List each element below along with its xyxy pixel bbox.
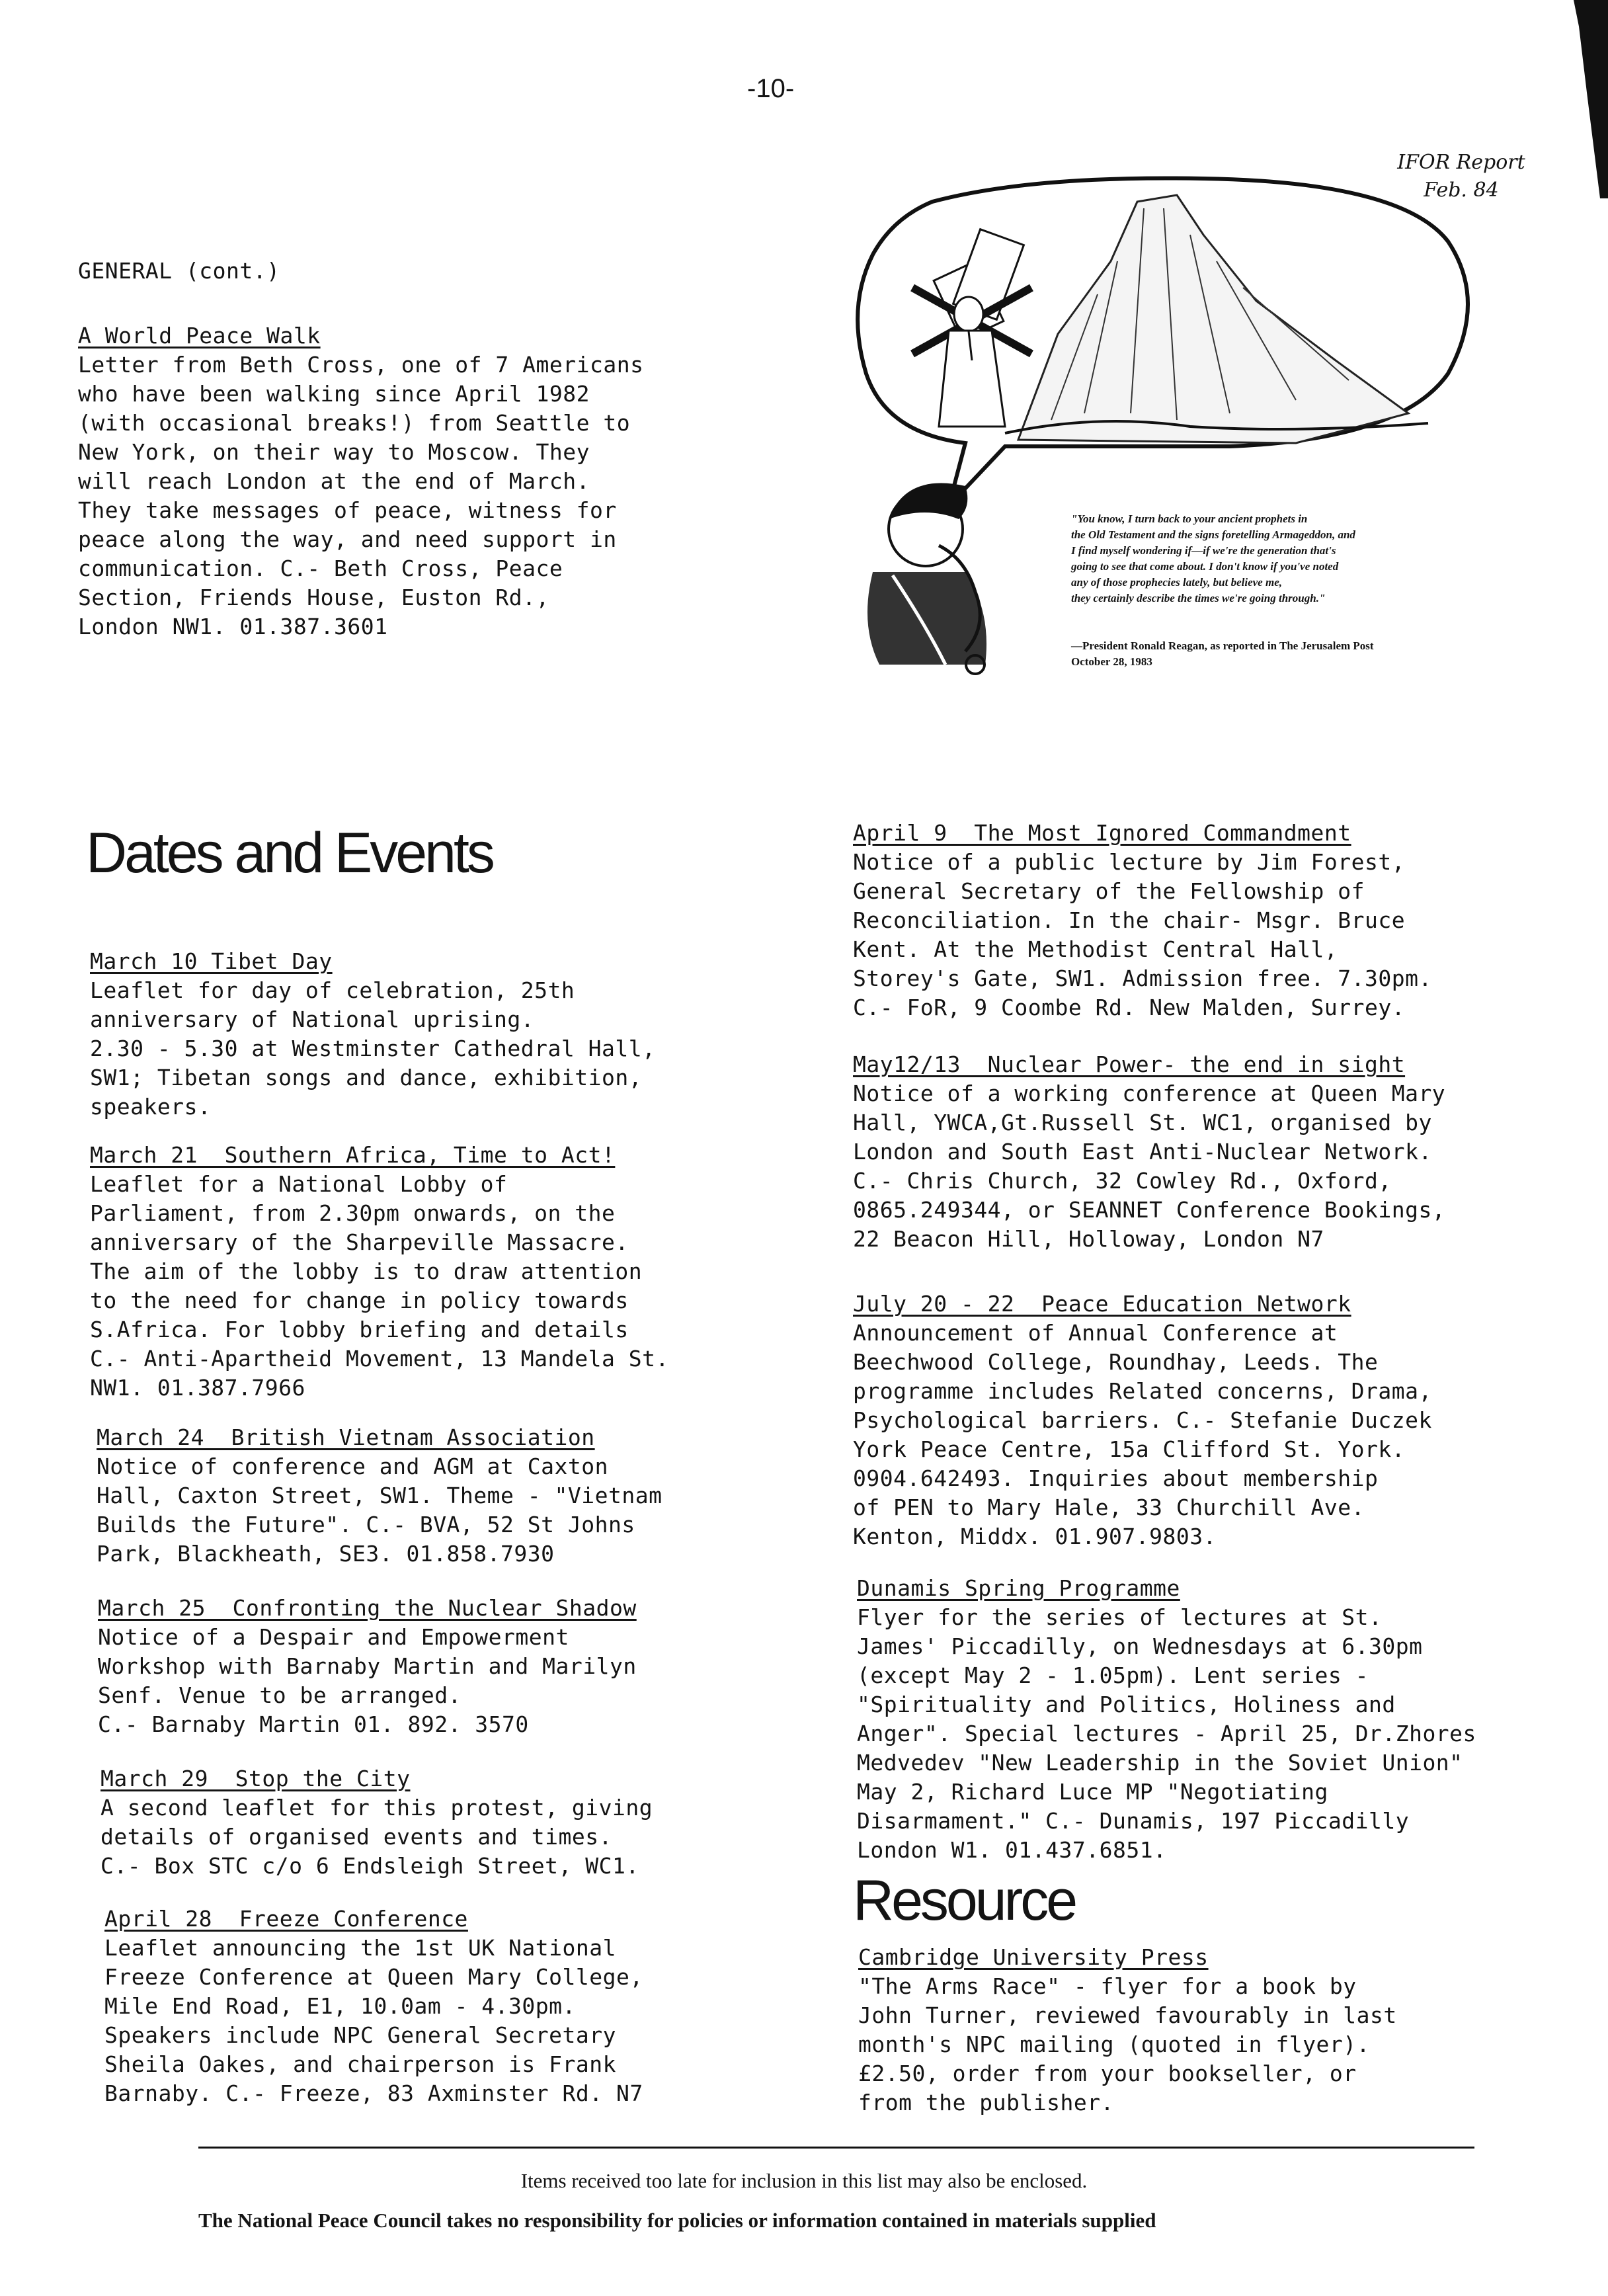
event-body: Notice of a public lecture by Jim Forest, General Secretary of the Fellowship of Reconciliation. In the chair- Msgr. Bruce Kent. At the Methodist Central Hall, Storey's Gate, SW1. Admission free. 7.30pm. C.- FoR, 9 Coombe Rd. New Malden, Surrey. [853, 849, 1432, 1020]
footer-divider [198, 2147, 1474, 2149]
event-heading: March 25 Confronting the Nuclear Shadow [98, 1595, 637, 1621]
event-body: Notice of conference and AGM at Caxton Hall, Caxton Street, SW1. Theme - "Vietnam Builds the Future". C.- BVA, 52 St Johns Park, Blackheath, SE3. 01.858.7930 [97, 1454, 663, 1567]
event-body: Announcement of Annual Conference at Beechwood College, Roundhay, Leeds. The programme includes Related concerns, Drama, Psychological barriers. C.- Stefanie Duczek York Peace Centre, 15a Clifford St. York. 0904.642493. Inquiries about membership of PEN to Mary Hale, 33 Churchill Ave. Kenton, Middx. 01.907.9803. [853, 1320, 1432, 1549]
events-right-4 [857, 1574, 1597, 1865]
event-heading: March 29 Stop the City [100, 1766, 411, 1791]
peace-walk-body: Letter from Beth Cross, one of 7 Americans who have been walking since April 1982 (with occasional breaks!) from Seattle to New York, on their way to Moscow. They will reach London at the end of March. They take messages of peace, witness for peace along the way, and need support in communication. C.- Beth Cross, Peace Section, Friends House, Euston Rd., London NW1. 01.387.3601 [78, 352, 644, 639]
footer-line-2: The National Peace Council takes no responsibility for policies or information contained in materials supplied [198, 2209, 1156, 2232]
cartoon-attribution: —President Ronald Reagan, as reported in The Jerusalem Post October 28, 1983 [1071, 639, 1374, 668]
events-left-1 [90, 947, 817, 1122]
section-label: GENERAL (cont.) [78, 258, 280, 284]
margin-note-line-1: IFOR Report [1397, 151, 1525, 174]
event-body: Leaflet for day of celebration, 25th anniversary of National uprising. 2.30 - 5.30 at Westminster Cathedral Hall, SW1; Tibetan songs and dance, exhibition, speakers. [90, 977, 656, 1120]
event-heading: July 20 - 22 Peace Education Network [853, 1291, 1351, 1317]
events-left-2 [90, 1141, 817, 1403]
peace-walk-heading: A World Peace Walk [78, 323, 321, 348]
events-right-3 [853, 1290, 1593, 1551]
event-heading: March 24 British Vietnam Association [97, 1424, 595, 1450]
event-heading: May12/13 Nuclear Power- the end in sight [853, 1051, 1406, 1077]
resource-body: "The Arms Race" - flyer for a book by John Turner, reviewed favourably in last month's NPC mailing (quoted in flyer). £2.50, order from your bookseller, or from the publisher. [858, 1973, 1397, 2115]
cartoon-drawing [833, 162, 1547, 718]
cartoon-illustration [833, 162, 1547, 718]
footer-line-1: Items received too late for inclusion in this list may also be enclosed. [520, 2169, 1088, 2192]
event-heading: April 9 The Most Ignored Commandment [853, 820, 1351, 846]
peace-walk-article [78, 321, 713, 641]
resource-title: Resource [853, 1869, 1076, 1932]
events-left-4 [98, 1594, 825, 1739]
binding-edge [1574, 0, 1608, 198]
dates-events-title: Dates and Events [86, 821, 493, 885]
events-right-2 [853, 1050, 1593, 1254]
event-body: A second leaflet for this protest, giving details of organised events and times. C.- Box STC c/o 6 Endsleigh Street, WC1. [100, 1795, 653, 1879]
resource-article [858, 1943, 1599, 2117]
resource-heading: Cambridge University Press [858, 1944, 1209, 1970]
events-left-5 [100, 1764, 828, 1881]
event-body: Notice of a Despair and Empowerment Workshop with Barnaby Martin and Marilyn Senf. Venue to be arranged. C.- Barnaby Martin 01. 892. 3570 [98, 1624, 637, 1737]
event-heading: March 21 Southern Africa, Time to Act! [90, 1142, 616, 1168]
cartoon-quote: "You know, I turn back to your ancient prophets in the Old Testament and the signs foretelling Armageddon, and I find myself wondering if—if we're the generation that's going to see that come about. I don't know if you've noted any of those prophecies lately, but believe me, they certainly describe the times we're going through." [1071, 512, 1355, 604]
events-left-3 [97, 1423, 824, 1569]
page-number: -10- [747, 74, 795, 103]
margin-note-line-2: Feb. 84 [1424, 179, 1499, 202]
event-heading: April 28 Freeze Conference [104, 1906, 468, 1932]
event-body: Leaflet for a National Lobby of Parliament, from 2.30pm onwards, on the anniversary of the Sharpeville Massacre. The aim of the lobby is to draw attention to the need for change in policy towards S.Africa. For lobby briefing and details C.- Anti-Apartheid Movement, 13 Mandela St. NW1. 01.387.7966 [90, 1171, 669, 1401]
event-body: Flyer for the series of lectures at St. James' Piccadilly, on Wednesdays at 6.30pm (except May 2 - 1.05pm). Lent series - "Spirituality and Politics, Holiness and Anger". Special lectures - April 25, Dr.Zhores Medvedev "New Leadership in the Soviet Union" May 2, Richard Luce MP "Negotiating Disarmament." C.- Dunamis, 197 Piccadilly London W1. 01.437.6851. [857, 1604, 1476, 1863]
event-body: Notice of a working conference at Queen Mary Hall, YWCA,Gt.Russell St. WC1, organised by London and South East Anti-Nuclear Network. C.- Chris Church, 32 Cowley Rd., Oxford, 0865.249344, or SEANNET Conference Bookings, 22 Beacon Hill, Holloway, London N7 [853, 1081, 1446, 1252]
event-heading: Dunamis Spring Programme [857, 1575, 1180, 1601]
events-right-1 [853, 819, 1593, 1022]
event-heading: March 10 Tibet Day [90, 948, 333, 974]
event-body: Leaflet announcing the 1st UK National Freeze Conference at Queen Mary College, Mile End Road, E1, 10.0am - 4.30pm. Speakers include NPC General Secretary Sheila Oakes, and chairperson is Frank Barnaby. C.- Freeze, 83 Axminster Rd. N7 [104, 1935, 643, 2106]
events-left-6 [104, 1905, 832, 2108]
